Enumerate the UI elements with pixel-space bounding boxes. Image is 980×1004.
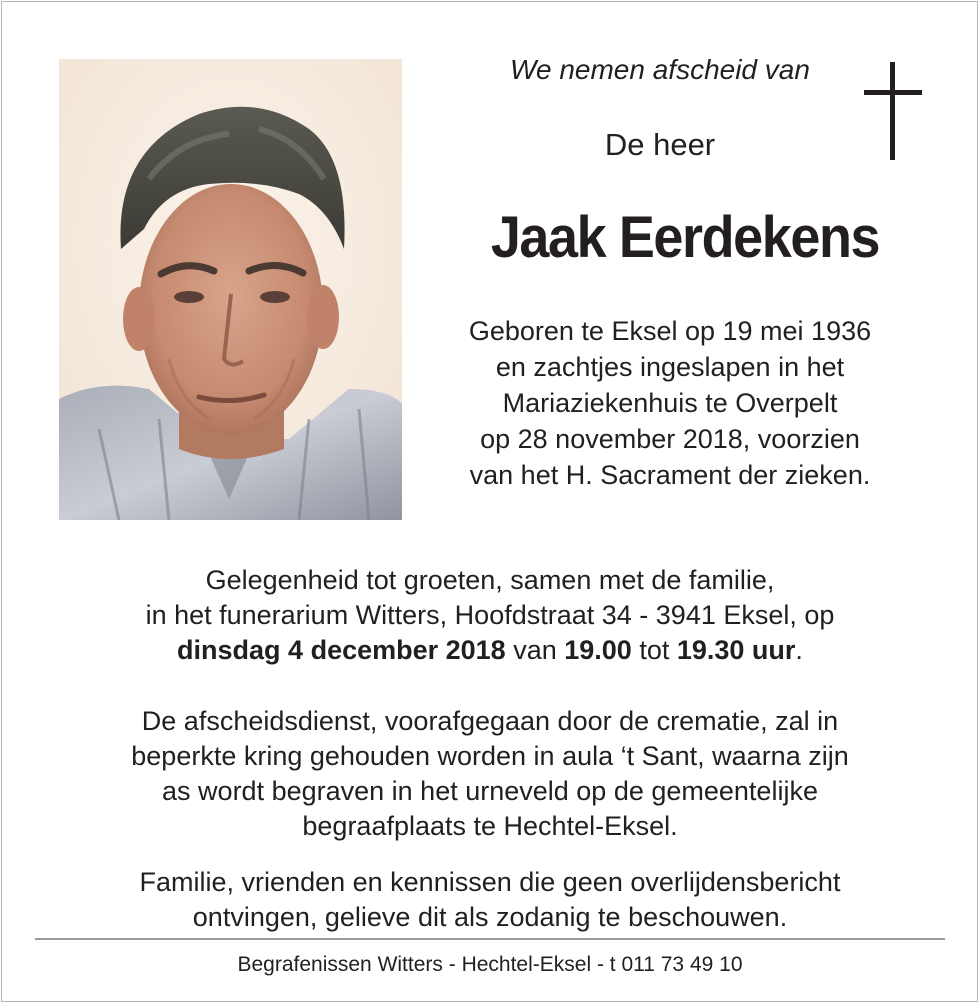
portrait-photo [59, 59, 402, 520]
visitation-end: . [795, 635, 803, 665]
visitation-datetime [30, 633, 950, 668]
visitation-from: van [505, 635, 565, 665]
visitation-to: tot [631, 635, 677, 665]
deceased-name: Jaak Eerdekens [490, 205, 880, 270]
service-line: as wordt begraven in het urneveld op de gemeentelijke [162, 776, 818, 806]
funeral-home-footer: Begrafenissen Witters - Hechtel-Eksel - t 011 73 49 10 [237, 953, 743, 976]
visitation-date: dinsdag 4 december 2018 [177, 635, 506, 665]
visitation-time-end: 19.30 uur [676, 635, 796, 665]
visitation-time-start: 19.00 [564, 635, 632, 665]
visitation-line: in het funerarium Witters, Hoofdstraat 34 - 3941 Eksel, op [145, 600, 835, 630]
closing-line: ontvingen, gelieve dit als zodanig te beschouwen. [192, 902, 788, 932]
cross-icon [864, 62, 922, 160]
bio-line: Geboren te Eksel op 19 mei 1936 [468, 316, 872, 346]
service-line: begraafplaats te Hechtel-Eksel. [302, 811, 678, 841]
visitation-paragraph [30, 563, 950, 668]
bio-line: van het H. Sacrament der zieken. [469, 460, 871, 490]
service-line: De afscheidsdienst, voorafgegaan door de crematie, zal in [141, 706, 839, 736]
intro-text: We nemen afscheid van [510, 54, 810, 85]
service-line: beperkte kring gehouden worden in aula ‘t Sant, waarna zijn [131, 741, 849, 771]
visitation-line: Gelegenheid tot groeten, samen met de familie, [205, 565, 775, 595]
bio-line: en zachtjes ingeslapen in het [495, 352, 845, 382]
closing-line: Familie, vrienden en kennissen die geen overlijdensbericht [139, 867, 841, 897]
closing-paragraph [30, 865, 950, 935]
bio-line: op 28 november 2018, voorzien [480, 424, 860, 454]
bio-line: Mariaziekenhuis te Overpelt [502, 388, 838, 418]
honorific-title: De heer [604, 127, 716, 162]
footer-divider [35, 938, 945, 940]
service-paragraph [30, 704, 950, 844]
biography [410, 313, 930, 493]
